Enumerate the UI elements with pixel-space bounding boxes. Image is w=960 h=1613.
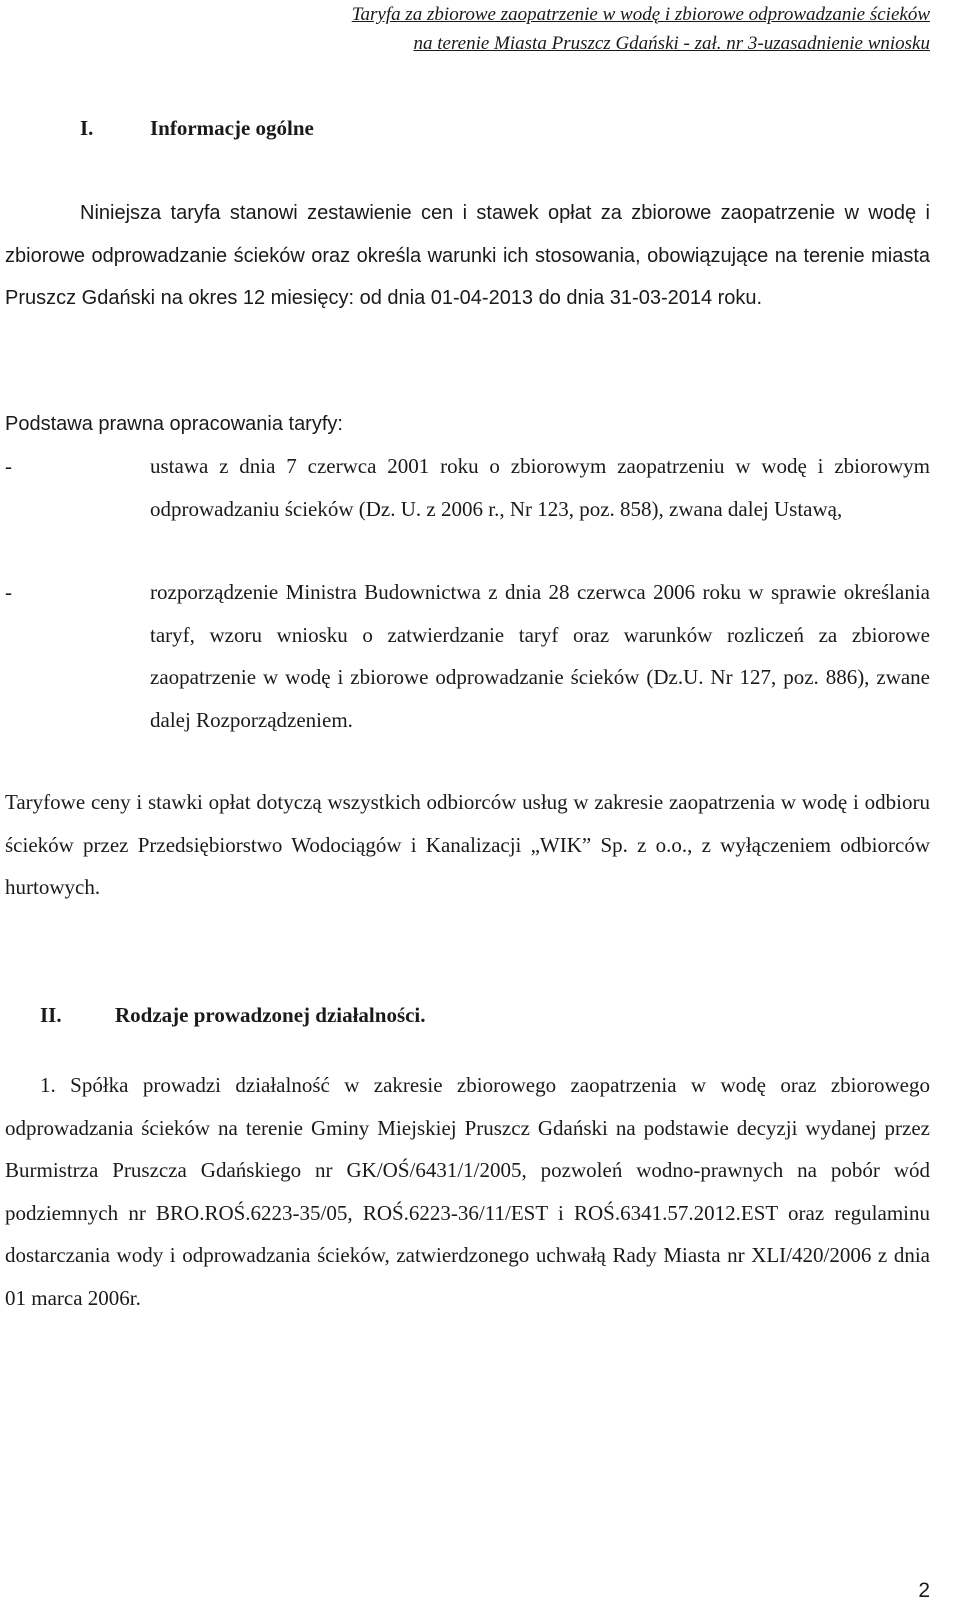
section-1-title: Informacje ogólne: [150, 116, 314, 140]
page-number: 2: [918, 1579, 930, 1602]
section-2-heading: [40, 1001, 426, 1029]
legal-basis-label: Podstawa prawna opracowania taryfy:: [5, 413, 343, 435]
section-2-item-1: 1. Spółka prowadzi działalność w zakresie zbiorowego zaopatrzenia w wodę oraz zbiorowego odprowadzania ścieków na terenie Gminy Miejskiej Pruszcz Gdański na podstawie decyzji wydanej przez Burmistrza Pruszcza Gdańskiego nr GK/OŚ/6431/1/2005, pozwoleń wodno-prawnych na pobór wód podziemnych nr BRO.ROŚ.6223-35/05, ROŚ.6223-36/11/EST i ROŚ.6341.57.2012.EST oraz regulaminu dostarczania wody i odprowadzania ścieków, zatwierdzonego uchwałą Rady Miasta nr XLI/420/2006 z dnia 01 marca 2006r.: [5, 1073, 930, 1310]
running-header: [290, 0, 930, 58]
intro-paragraph: Niniejsza taryfa stanowi zestawienie cen i stawek opłat za zbiorowe zaopatrzenie w wodę i zbiorowe odprowadzanie ścieków oraz określa warunki ich stosowania, obowiązujące na terenie miasta Pruszcz Gdański na okres 12 miesięcy: od dnia 01-04-2013 do dnia 31-03-2014 roku.: [5, 202, 930, 309]
section-1-number: I.: [80, 116, 94, 140]
list-dash: -: [5, 580, 12, 604]
running-header-line-2: na terenie Miasta Pruszcz Gdański - zał. nr 3-uzasadnienie wniosku: [413, 33, 930, 54]
section-2-title: Rodzaje prowadzonej działalności.: [115, 1003, 426, 1027]
section-1-heading: [80, 114, 314, 142]
scope-paragraph: Taryfowe ceny i stawki opłat dotyczą wszystkich odbiorców usług w zakresie zaopatrzenia w wodę i odbioru ścieków przez Przedsiębiorstwo Wodociągów i Kanalizacji „WIK” Sp. z o.o., z wyłączeniem odbiorców hurtowych.: [5, 790, 930, 899]
legal-basis-item-1-text: ustawa z dnia 7 czerwca 2001 roku o zbiorowym zaopatrzeniu w wodę i zbiorowym odprowadzaniu ścieków (Dz. U. z 2006 r., Nr 123, poz. 858), zwana dalej Ustawą,: [150, 454, 930, 521]
running-header-line-1: Taryfa za zbiorowe zaopatrzenie w wodę i zbiorowe odprowadzanie ścieków: [351, 4, 930, 25]
section-2-number: II.: [40, 1003, 62, 1027]
list-dash: -: [5, 454, 12, 478]
legal-basis-item-2-text: rozporządzenie Ministra Budownictwa z dnia 28 czerwca 2006 roku w sprawie określania taryf, wzoru wniosku o zatwierdzanie taryf oraz warunków rozliczeń za zbiorowe zaopatrzenie w wodę i zbiorowe odprowadzanie ścieków (Dz.U. Nr 127, poz. 886), zwane dalej Rozporządzeniem.: [150, 580, 930, 732]
